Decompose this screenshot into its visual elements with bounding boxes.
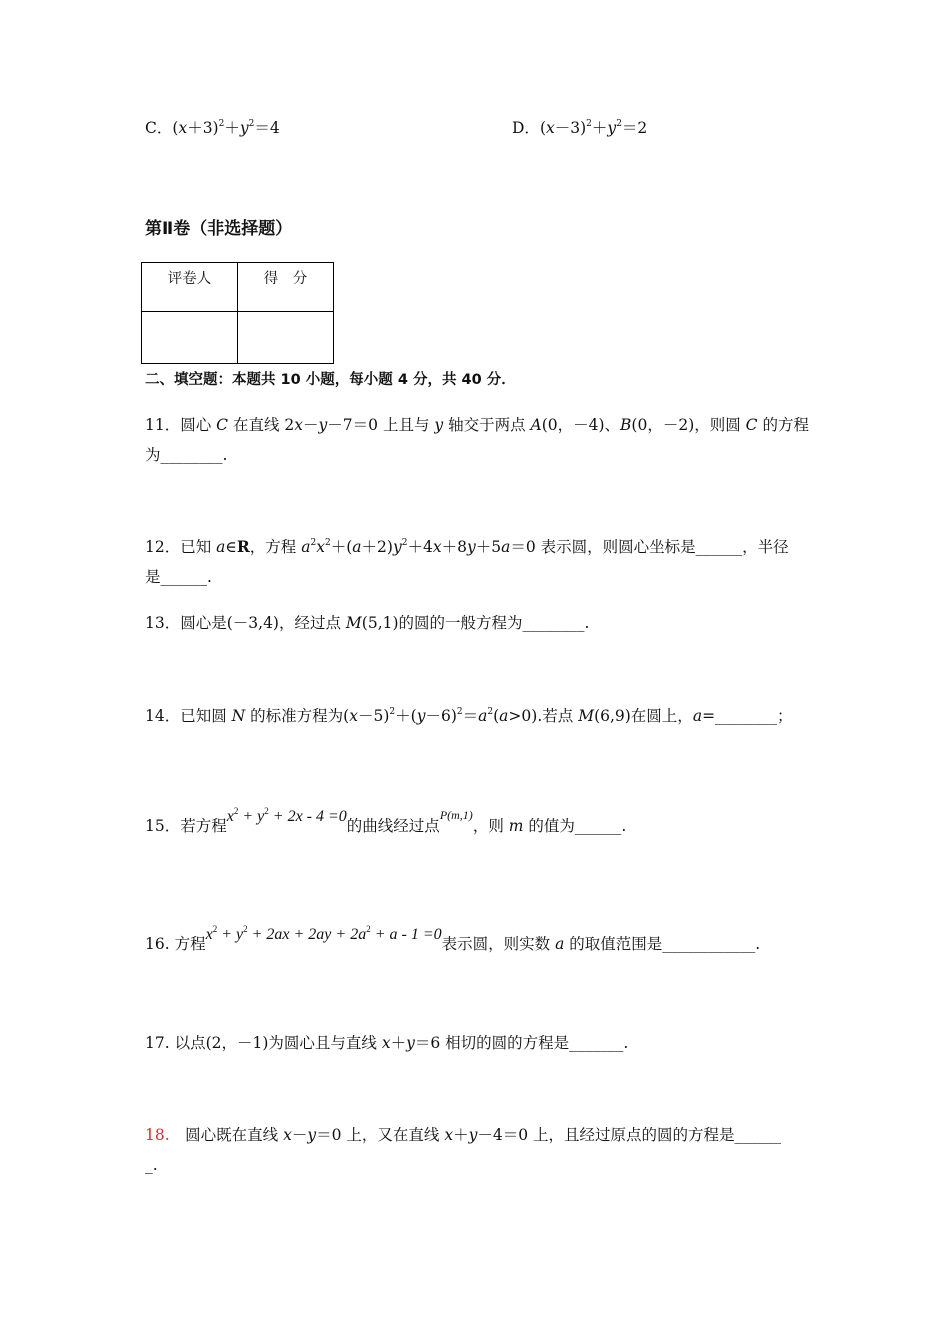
section-title: 第Ⅱ卷（非选择题） — [145, 219, 293, 239]
option-c-expression: $(x+3)^2+y^2=4$ — [172, 119, 280, 137]
score-table-cell-score[interactable] — [238, 312, 334, 364]
question-14: 14．已知圆 N 的标准方程为$(x-5)^2+(y-6)^2=a^2(a>0)$.若点 M(6,9)在圆上，a=________； — [145, 707, 793, 725]
option-c — [145, 116, 280, 138]
option-c-label: C． — [145, 119, 173, 137]
question-18-number: 18. — [145, 1126, 170, 1144]
question-17-number: 17. — [145, 1034, 170, 1052]
question-16-number: 16. — [145, 935, 170, 953]
score-table-header-grader: 评卷人 — [142, 263, 238, 312]
option-d-label: D． — [512, 119, 540, 137]
question-15-number: 15． — [145, 817, 181, 835]
question-15-point: P(m,1) — [439, 808, 473, 822]
question-17: 17. 以点(2，－1)为圆心且与直线 x＋y＝6 相切的圆的方程是_______. — [145, 1034, 629, 1052]
question-12-number: 12． — [145, 538, 181, 556]
fill-in-heading: 二、填空题：本题共 10 小题，每小题 4 分，共 40 分． — [145, 372, 516, 388]
score-table-cell-grader[interactable] — [142, 312, 238, 364]
question-15-equation: $x^2 + y^2 + 2x - 4 =0$ — [226, 806, 347, 825]
option-d — [512, 116, 647, 138]
question-15: 15．若方程$x^2 + y^2 + 2x - 4 =0$的曲线经过点$^{P(m,1)}$，则 m 的值为______. — [145, 806, 627, 835]
option-d-expression: $(x-3)^2+y^2=2$ — [539, 119, 648, 137]
question-14-number: 14． — [145, 707, 181, 725]
score-table-header-score: 得 分 — [238, 263, 334, 312]
score-table — [141, 262, 334, 364]
question-11-number: 11． — [145, 416, 181, 434]
question-16: 16. 方程$x^2 + y^2 + 2ax + 2ay + 2a^2 + a - 1 =0$表示圆，则实数 a 的取值范围是____________. — [145, 924, 761, 953]
question-12: 12．已知 a∈R，方程 $a^2x^2+(a+2)y^2+4x+8y+5a=0$ 表示圆，则圆心坐标是______，半径 是______. — [145, 537, 789, 586]
question-18: 18. 圆心既在直线 x－y＝0 上，又在直线 x＋y－4＝0 上，且经过原点的圆的方程是______ _. — [145, 1126, 782, 1174]
question-13-number: 13． — [145, 614, 181, 632]
question-11: 11．圆心 C 在直线 2x－y－7＝0 上且与 y 轴交于两点 A(0，－4)、B(0，－2)，则圆 C 的方程 为________. — [145, 416, 809, 464]
question-13: 13．圆心是(－3,4)，经过点 M(5,1)的圆的一般方程为________. — [145, 614, 590, 632]
question-16-equation: $x^2 + y^2 + 2ax + 2ay + 2a^2 + a - 1 =0$ — [205, 924, 442, 943]
